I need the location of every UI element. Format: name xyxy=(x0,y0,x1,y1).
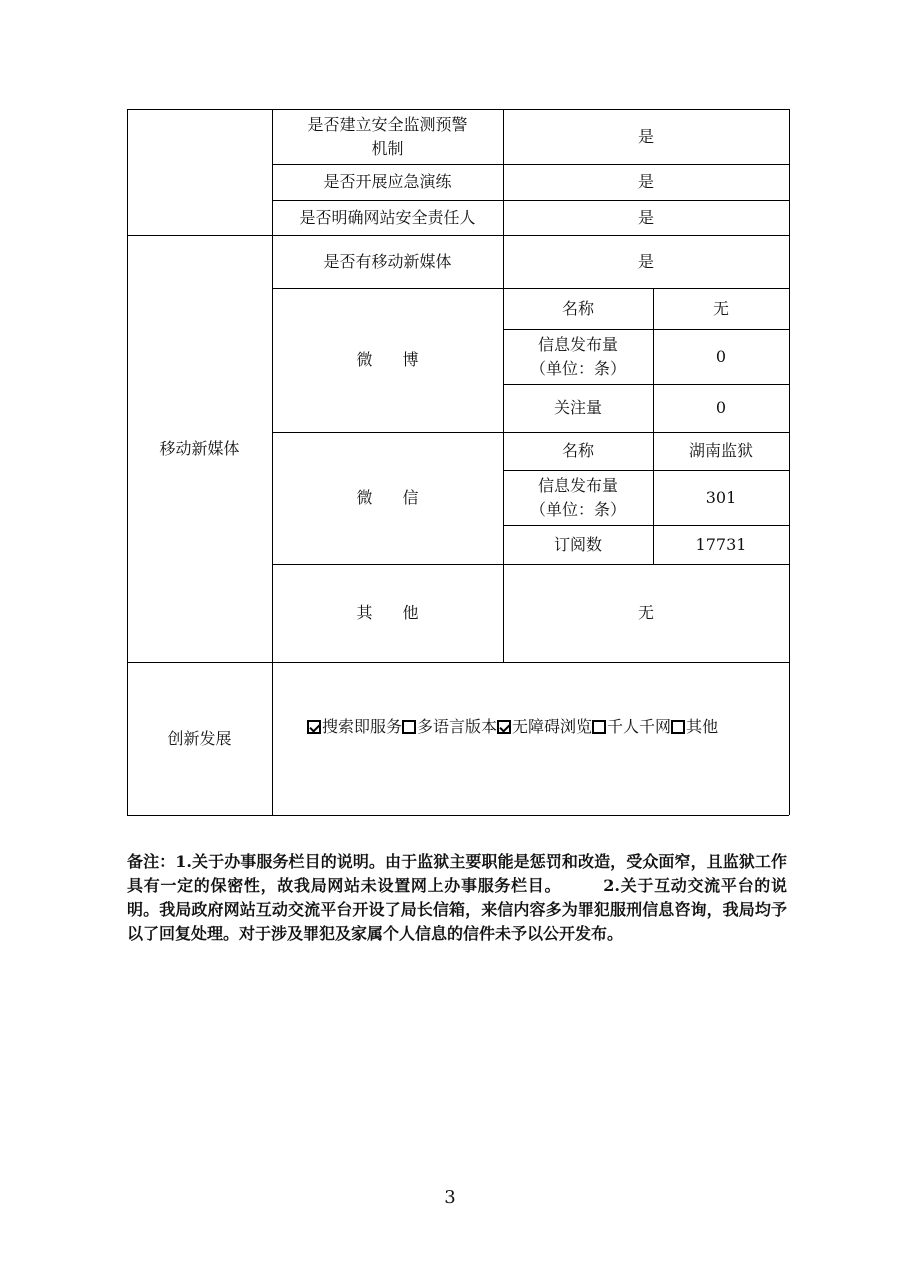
weibo-posts-label-line2: （单位：条） xyxy=(529,358,626,378)
innovation-option xyxy=(402,715,497,739)
innovation-label: 创新发展 xyxy=(167,728,232,748)
other-label: 其他 xyxy=(356,603,449,622)
responsible-value-cell xyxy=(503,200,789,235)
monitoring-value: 是 xyxy=(637,126,654,146)
wechat-name-label-cell xyxy=(503,432,653,470)
wechat-label-cell xyxy=(272,432,503,564)
weibo-followers-value: 0 xyxy=(715,398,727,417)
other-label-cell xyxy=(272,564,503,662)
table-border-right xyxy=(789,109,790,815)
monitoring-label-line1: 是否建立安全监测预警 xyxy=(307,114,468,134)
weibo-name-value-cell xyxy=(653,288,789,329)
other-value: 无 xyxy=(637,603,654,622)
innovation-options-cell xyxy=(272,662,789,792)
innovation-label-cell xyxy=(127,662,272,815)
option-label: 多语言版本 xyxy=(417,717,498,736)
mobile-section-label: 移动新媒体 xyxy=(159,438,240,458)
remarks-paragraph: 备注：1.关于办事服务栏目的说明。由于监狱主要职能是惩罚和改造，受众面窄，且监狱工作具有一定的保密性，故我局网站未设置网上办事服务栏目。 2.关于互动交流平台的说明。我局政府网站互动交流平台开设了局长信箱，来信内容多为罪犯服刑信息咨询，我局均予以了回复处理。对于涉及罪犯及家属个人信息的信件未予以公开发布。 xyxy=(127,852,787,943)
drill-label: 是否开展应急演练 xyxy=(323,172,452,191)
checkbox-checked-icon[interactable] xyxy=(307,720,321,734)
weibo-followers-label: 关注量 xyxy=(553,398,602,417)
mobile-has-label-cell xyxy=(272,235,503,288)
responsible-label: 是否明确网站安全责任人 xyxy=(299,207,476,227)
page-number: 3 xyxy=(444,1187,456,1208)
weibo-label-cell xyxy=(272,288,503,432)
innovation-option xyxy=(497,715,592,739)
innovation-option xyxy=(307,715,402,739)
checkbox-unchecked-icon[interactable] xyxy=(671,720,685,734)
drill-value: 是 xyxy=(637,172,654,191)
wechat-posts-value: 301 xyxy=(705,487,737,507)
weibo-name-label-cell xyxy=(503,288,653,329)
wechat-posts-value-cell xyxy=(653,470,789,525)
responsible-value: 是 xyxy=(637,207,654,227)
weibo-followers-value-cell xyxy=(653,384,789,432)
wechat-name-value: 湖南监狱 xyxy=(688,441,753,460)
option-label: 无障碍浏览 xyxy=(512,717,593,736)
weibo-name-label: 名称 xyxy=(561,298,594,318)
wechat-name-label: 名称 xyxy=(561,441,594,460)
wechat-posts-label-cell xyxy=(503,470,653,525)
wechat-subscribers-label: 订阅数 xyxy=(553,534,602,554)
other-value-cell xyxy=(503,564,789,662)
innovation-options xyxy=(307,715,718,739)
innovation-option xyxy=(592,715,671,739)
weibo-followers-label-cell xyxy=(503,384,653,432)
weibo-posts-label-cell xyxy=(503,329,653,384)
option-label: 其他 xyxy=(686,717,719,736)
checkbox-checked-icon[interactable] xyxy=(497,720,511,734)
table-border-bottom xyxy=(127,815,789,816)
wechat-subscribers-value: 17731 xyxy=(695,534,747,554)
weibo-name-value: 无 xyxy=(712,298,729,318)
wechat-name-value-cell xyxy=(653,432,789,470)
mobile-has-value-cell xyxy=(503,235,789,288)
mobile-has-label: 是否有移动新媒体 xyxy=(323,251,452,271)
weibo-posts-label-line1: 信息发布量 xyxy=(537,334,618,354)
weibo-label: 微博 xyxy=(356,350,449,369)
monitoring-value-cell xyxy=(503,109,789,164)
weibo-posts-value-cell xyxy=(653,329,789,384)
drill-label-cell xyxy=(272,164,503,200)
checkbox-unchecked-icon[interactable] xyxy=(592,720,606,734)
wechat-subscribers-label-cell xyxy=(503,525,653,564)
wechat-label: 微信 xyxy=(356,488,449,507)
monitoring-label-line2: 机制 xyxy=(371,138,404,158)
monitoring-label-cell xyxy=(272,109,503,164)
option-label: 千人千网 xyxy=(607,717,672,736)
mobile-section-label-cell xyxy=(127,235,272,662)
wechat-posts-label-line1: 信息发布量 xyxy=(537,475,618,495)
wechat-subscribers-value-cell xyxy=(653,525,789,564)
option-label: 搜索即服务 xyxy=(322,717,403,736)
mobile-has-value: 是 xyxy=(637,251,654,271)
drill-value-cell xyxy=(503,164,789,200)
responsible-label-cell xyxy=(272,200,503,235)
checkbox-unchecked-icon[interactable] xyxy=(402,720,416,734)
wechat-posts-label-line2: （单位：条） xyxy=(529,499,626,519)
innovation-option xyxy=(671,715,718,739)
weibo-posts-value: 0 xyxy=(715,346,727,366)
